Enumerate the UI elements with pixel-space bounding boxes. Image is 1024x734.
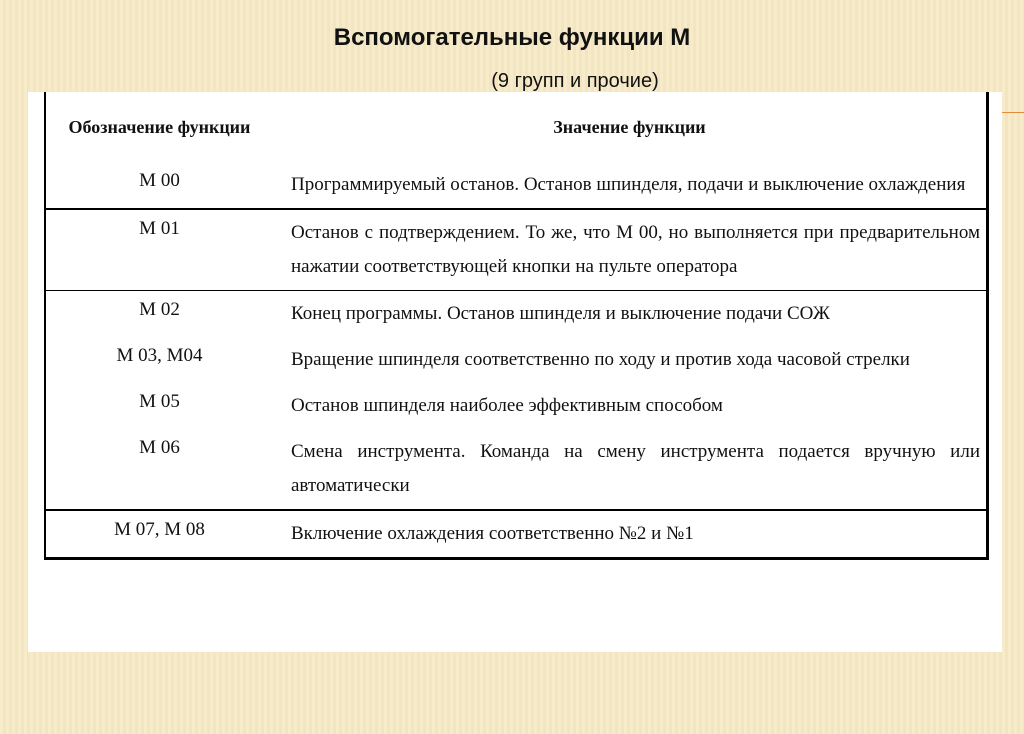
function-code: М 01	[45, 209, 273, 291]
function-code: М 06	[139, 437, 180, 458]
table-row	[45, 337, 988, 383]
function-meaning: Смена инструмента. Команда на смену инструмента подается вручную или автоматически	[291, 441, 980, 496]
function-code: М 00	[139, 170, 180, 191]
table-row	[45, 510, 988, 559]
function-meaning: Конец программы. Останов шпинделя и выключение подачи СОЖ	[273, 291, 988, 338]
table-row	[45, 383, 988, 429]
function-code: М 07, М 08	[45, 510, 273, 559]
table-panel	[28, 92, 1002, 652]
table-row	[45, 291, 988, 338]
column-header-code: Обозначение функции	[68, 117, 251, 137]
table-header-row	[45, 92, 988, 162]
column-header-meaning: Значение функции	[553, 117, 706, 137]
function-meaning: Программируемый останов. Останов шпинделя, подачи и выключение охлаждения	[291, 174, 966, 195]
function-code: М 03, М04	[116, 345, 203, 366]
function-code: М 05	[139, 391, 180, 412]
slide-subtitle: (9 групп и прочие)	[491, 70, 659, 92]
function-meaning: Останов шпинделя наиболее эффективным способом	[291, 395, 723, 416]
function-meaning: Останов с подтверждением. То же, что М 00, но выполняется при предварительном нажатии соответствующей кнопки на пульте оператора	[273, 209, 988, 291]
function-meaning: Вращение шпинделя соответственно по ходу и против хода часовой стрелки	[291, 349, 910, 370]
slide-title: Вспомогательные функции М	[333, 24, 691, 51]
table-row	[45, 209, 988, 291]
table-row	[45, 162, 988, 209]
function-code: М 02	[45, 291, 273, 338]
m-functions-table	[44, 92, 989, 560]
table-row	[45, 429, 988, 510]
function-meaning: Включение охлаждения соответственно №2 и №1	[273, 510, 988, 559]
